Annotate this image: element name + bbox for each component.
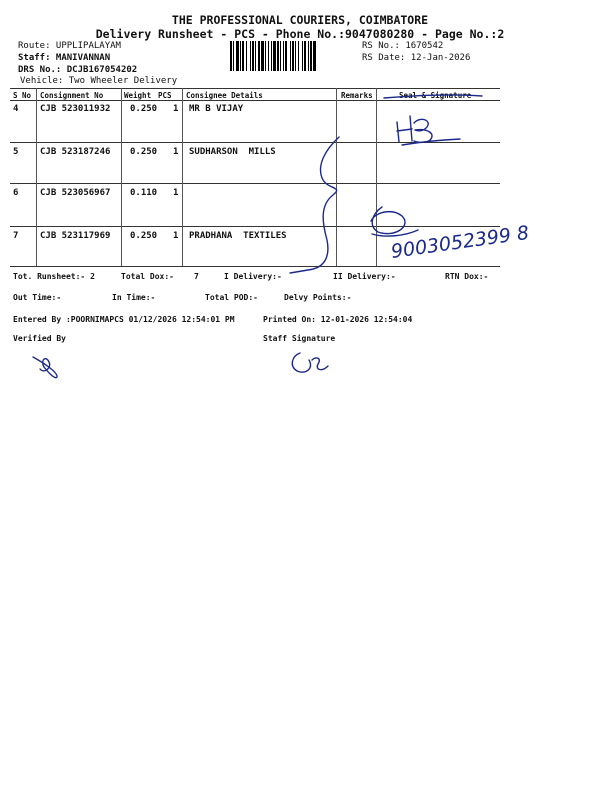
row-consignee: SUDHARSON MILLS [189, 147, 276, 157]
row-sno: 5 [13, 147, 19, 157]
vehicle-label: Vehicle: Two Wheeler Delivery [20, 76, 178, 86]
ii-delivery-label: II Delivery:- [333, 272, 396, 281]
verified-by-mark [33, 357, 57, 378]
rtn-dox-label: RTN Dox:- [445, 272, 489, 281]
i-delivery-label: I Delivery:- [224, 272, 282, 281]
row-sno: 6 [13, 188, 19, 198]
out-time-label: Out Time:- [13, 293, 62, 302]
row-consignment-no: CJB 523011932 [40, 104, 111, 114]
bracket-stroke [290, 137, 339, 273]
runsheet-subtitle: Delivery Runsheet - PCS - Phone No.:9047080280 - Page No.:2 [95, 27, 505, 41]
row-sno: 7 [13, 231, 19, 241]
handwritten-phone: 9003052399 8 [389, 221, 531, 263]
row-pcs: 1 [173, 231, 179, 241]
staff-label: Staff: MANIVANNAN [18, 53, 111, 63]
column-header-weight: Weight [124, 91, 152, 100]
column-header-remarks: Remarks [341, 91, 373, 100]
delivery-signature [371, 207, 418, 236]
row-weight: 0.250 [130, 231, 158, 241]
total-dox-value: 7 [194, 272, 199, 281]
drs-number: DRS No.: DCJB167054202 [18, 65, 138, 75]
row-sno: 4 [13, 104, 19, 114]
total-pod-label: Total POD:- [205, 293, 258, 302]
row-consignment-no: CJB 523117969 [40, 231, 111, 241]
row-weight: 0.110 [130, 188, 158, 198]
row-weight: 0.250 [130, 104, 158, 114]
row-consignee: MR B VIJAY [189, 104, 244, 114]
column-header-consignment: Consignment No [40, 91, 104, 100]
in-time-label: In Time:- [112, 293, 156, 302]
rs-number: RS No.: 1670542 [362, 41, 444, 51]
printed-on: Printed On: 12-01-2026 12:54:04 [263, 315, 413, 324]
column-header-seal-signature: Seal & Signature [399, 91, 472, 100]
row-consignment-no: CJB 523056967 [40, 188, 111, 198]
initials-signature [397, 116, 460, 145]
row-pcs: 1 [173, 147, 179, 157]
seal-underline-stroke [384, 95, 482, 98]
staff-signature-mark [292, 353, 328, 372]
row-pcs: 1 [173, 188, 179, 198]
route-label: Route: UPPLIPALAYAM [18, 41, 121, 51]
column-header-pcs: PCS [158, 91, 172, 100]
column-header-sno: S No [13, 91, 32, 100]
rs-date: RS Date: 12-Jan-2026 [362, 53, 471, 63]
verified-by-label: Verified By [13, 334, 66, 343]
entered-by: Entered By :POORNIMAPCS 01/12/2026 12:54:01 PM [13, 315, 235, 324]
total-dox-label: Total Dox:- [121, 272, 174, 281]
staff-signature-label: Staff Signature [263, 334, 336, 343]
row-consignment-no: CJB 523187246 [40, 147, 111, 157]
delvy-points-label: Delvy Points:- [284, 293, 352, 302]
tot-runsheet: Tot. Runsheet:- 2 [13, 272, 95, 281]
row-consignee: PRADHANA TEXTILES [189, 231, 287, 241]
row-pcs: 1 [173, 104, 179, 114]
column-header-consignee: Consignee Details [186, 91, 263, 100]
company-title: THE PROFESSIONAL COURIERS, COIMBATORE [171, 13, 429, 27]
row-weight: 0.250 [130, 147, 158, 157]
